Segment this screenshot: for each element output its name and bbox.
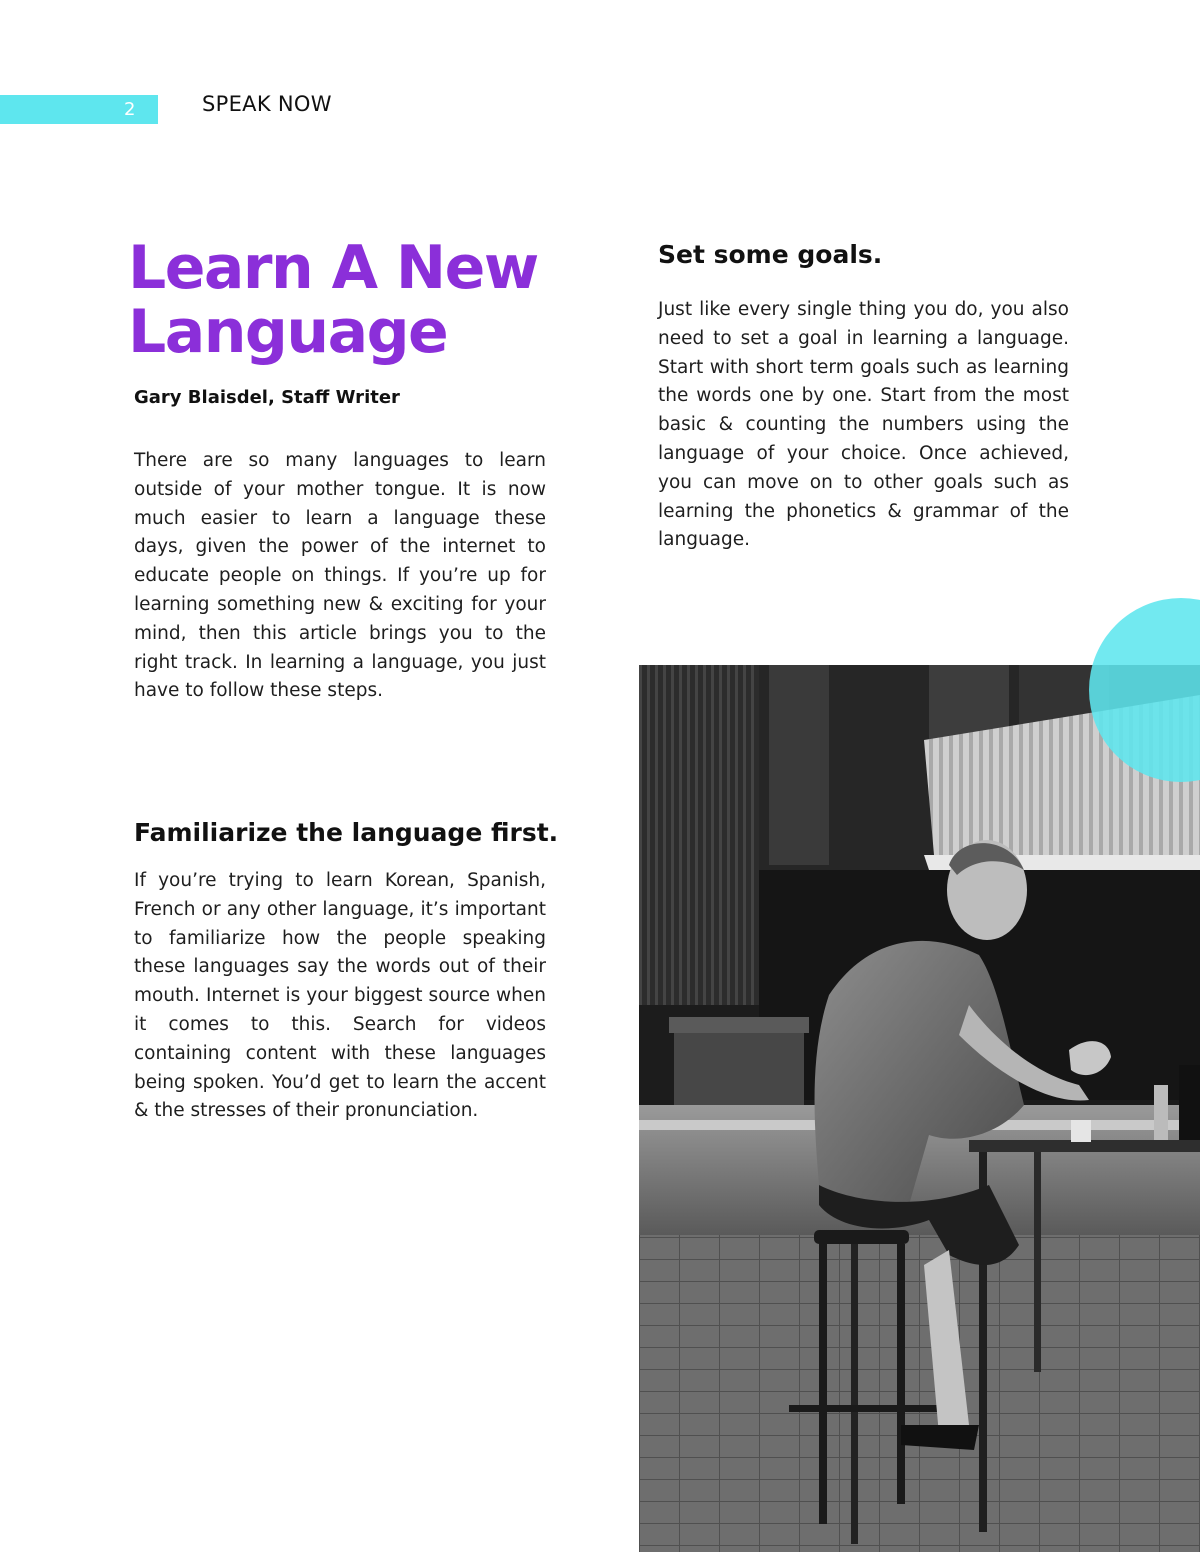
- article-photo: [639, 665, 1200, 1552]
- section-body-goals: Just like every single thing you do, you also need to set a goal in learning a language. Start with short term goals such as learning the words one by one. Start from the most basic & counting the numbers using the language of your choice. Once achieved, you can move on to other goals such as learning the phonetics & grammar of the language.: [658, 299, 1069, 551]
- section-body-familiarize: If you’re trying to learn Korean, Spanish, French or any other language, it’s important to familiarize how the people speaking these languages say the words out of their mouth. Internet is your biggest source when it comes to this. Search for videos containing content with these languages being spoken. You’d get to learn the accent & the stresses of their pronunciation.: [134, 870, 546, 1122]
- section-heading-goals: Set some goals.: [658, 240, 883, 269]
- section-name: SPEAK NOW: [202, 92, 332, 116]
- article-title: Learn A New Language: [128, 233, 538, 367]
- page-number: 2: [124, 99, 136, 120]
- section-heading-familiarize: Familiarize the language first.: [134, 818, 559, 847]
- article-byline: Gary Blaisdel, Staff Writer: [134, 387, 400, 408]
- photo-illustration: [639, 665, 1200, 1552]
- article-intro: There are so many languages to learn outside of your mother tongue. It is now much easier to learn a language these days, given the power of the internet to educate people on things. If you’re up for learning something new & exciting for your mind, then this article brings you to the right track. In learning a language, you just have to follow these steps.: [134, 450, 546, 702]
